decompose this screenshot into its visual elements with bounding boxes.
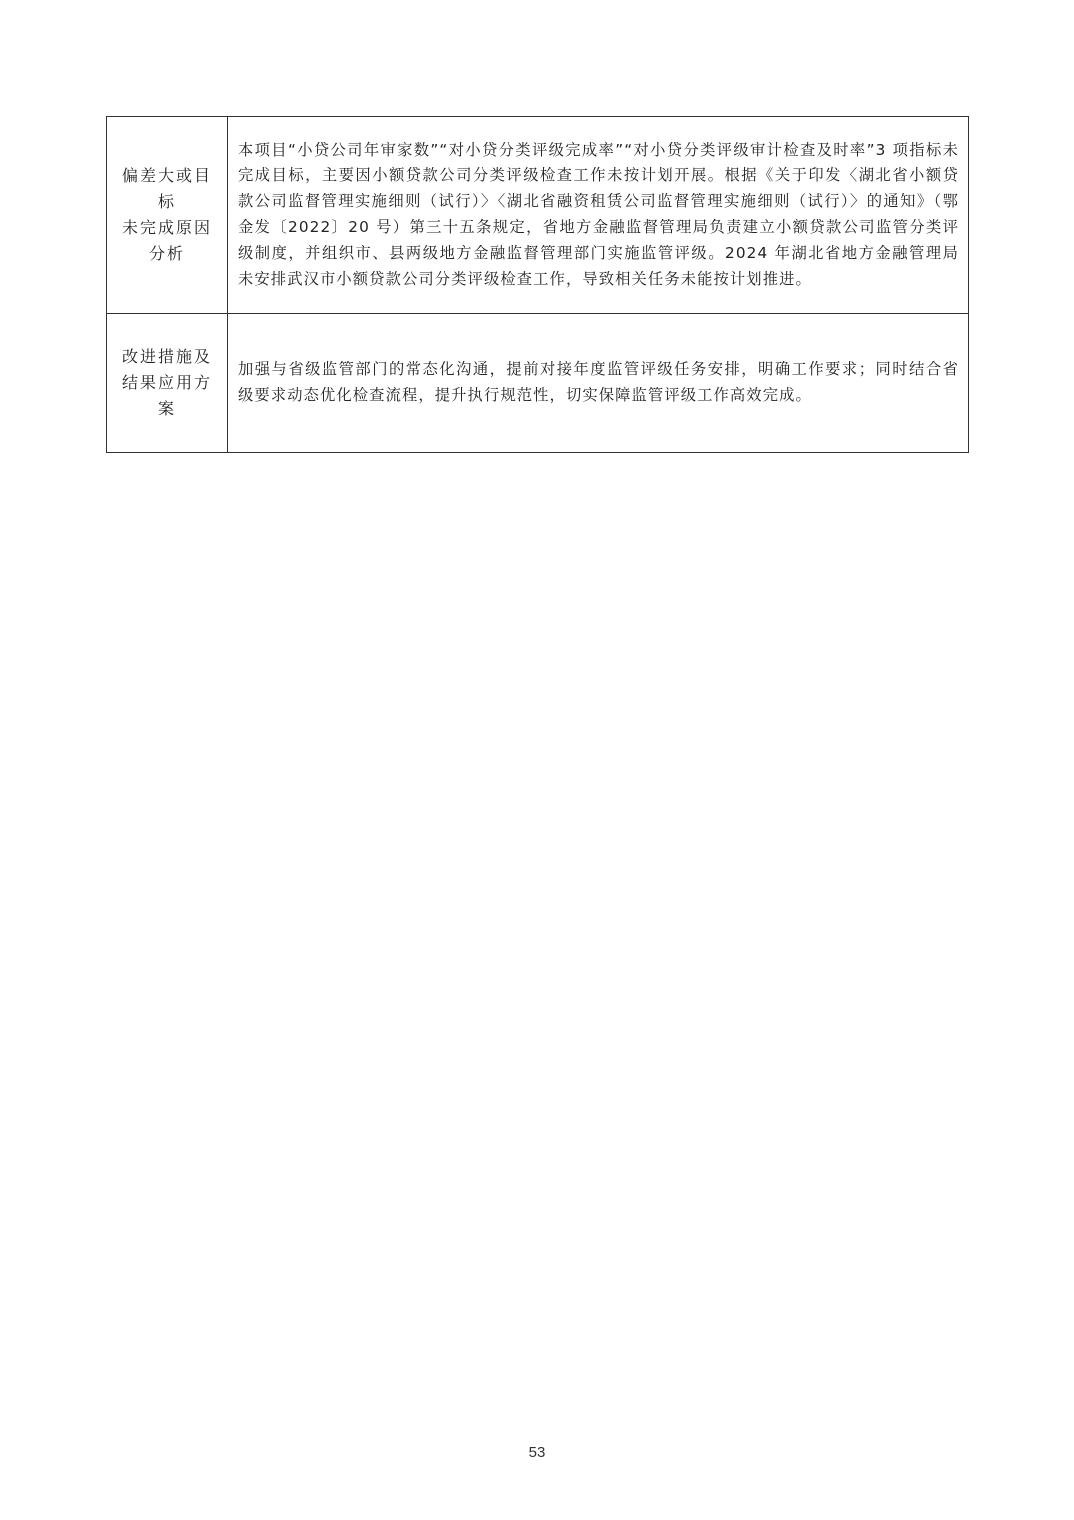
- label-line: 改进措施及: [121, 347, 212, 366]
- label-line: 结果应用方: [121, 373, 212, 392]
- row-label-improvement-plan: [107, 314, 228, 453]
- evaluation-table: [106, 116, 969, 453]
- page-number: 53: [528, 1444, 546, 1461]
- row-label-deviation-analysis: [107, 117, 228, 314]
- row-content-improvement-plan: 加强与省级监管部门的常态化沟通，提前对接年度监管评级任务安排，明确工作要求；同时结合省级要求动态优化检查流程，提升执行规范性，切实保障监管评级工作高效完成。: [228, 314, 969, 453]
- label-line: 分析: [148, 244, 185, 263]
- table-row-improvement-plan: [107, 314, 969, 453]
- label-line: 标: [157, 192, 176, 211]
- label-line: 偏差大或目: [121, 166, 212, 185]
- label-line: 未完成原因: [121, 218, 212, 237]
- label-line: 案: [157, 399, 176, 418]
- row-content-deviation-analysis: 本项目“小贷公司年审家数”“对小贷分类评级完成率”“对小贷分类评级审计检查及时率”3 项指标未完成目标，主要因小额贷款公司分类评级检查工作未按计划开展。根据《关于印发〈湖北省小额贷款公司监督管理实施细则（试行）〉〈湖北省融资租赁公司监督管理实施细则（试行）〉的通知》（鄂金发〔2022〕20 号）第三十五条规定，省地方金融监督管理局负责建立小额贷款公司监管分类评级制度，并组织市、县两级地方金融监督管理部门实施监管评级。2024 年湖北省地方金融管理局未安排武汉市小额贷款公司分类评级检查工作，导致相关任务未能按计划推进。: [228, 117, 969, 314]
- table-row-deviation-analysis: [107, 117, 969, 314]
